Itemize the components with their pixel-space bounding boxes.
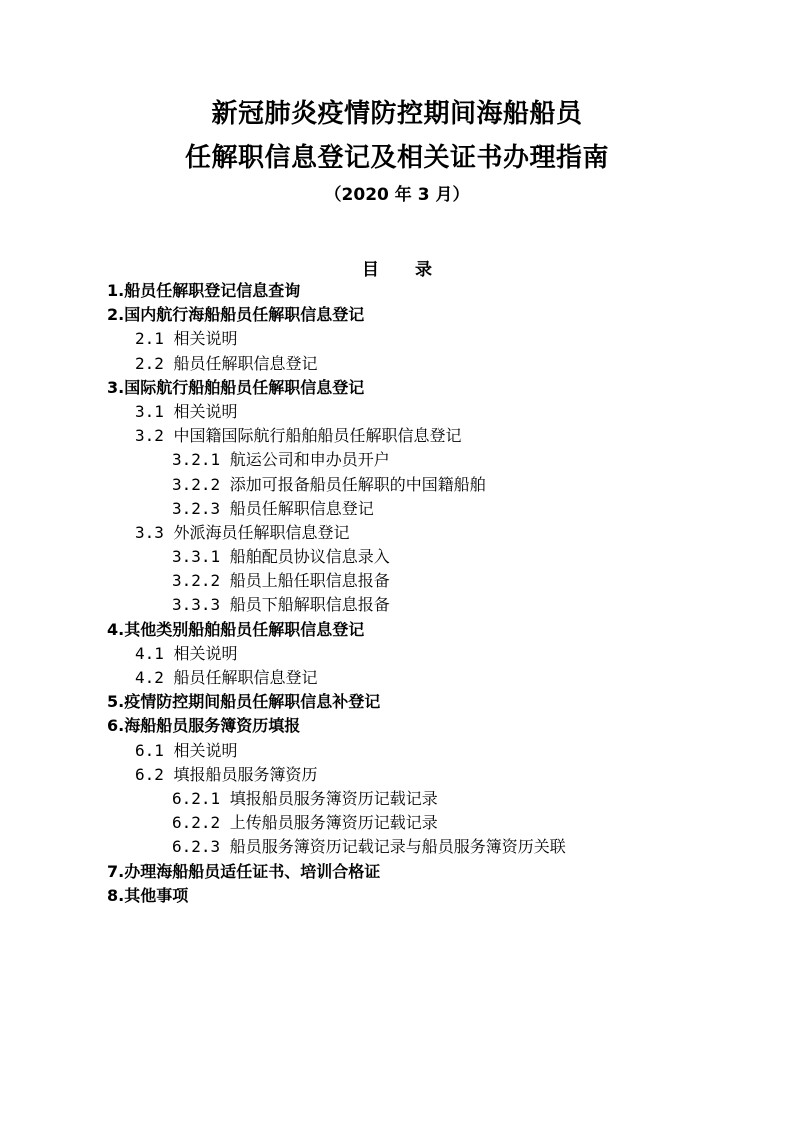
toc-subsection[interactable]: 2.2 船员任解职信息登记	[135, 353, 318, 373]
toc-subsubsection[interactable]: 3.2.3 船员任解职信息登记	[172, 498, 374, 518]
toc-subsection[interactable]: 4.2 船员任解职信息登记	[135, 668, 318, 687]
toc-section[interactable]: 7.办理海船船员适任证书、培训合格证	[107, 861, 381, 881]
toc-section[interactable]: 1.船员任解职登记信息查询	[107, 281, 301, 300]
toc-subsubsection[interactable]: 6.2.2 上传船员服务簿资历记载记录	[172, 813, 438, 833]
toc-section[interactable]: 5.疫情防控期间船员任解职信息补登记	[107, 692, 381, 712]
document-title-line-1: 新冠肺炎疫情防控期间海船船员	[211, 99, 583, 129]
toc-subsection[interactable]: 6.1 相关说明	[135, 740, 238, 760]
toc-section[interactable]: 3.国际航行船舶船员任解职信息登记	[107, 377, 365, 397]
toc-subsection[interactable]: 3.3 外派海员任解职信息登记	[135, 522, 350, 542]
toc-subsection[interactable]: 4.1 相关说明	[135, 643, 238, 663]
toc-section[interactable]: 4.其他类别船舶船员任解职信息登记	[107, 619, 365, 639]
toc-section[interactable]: 6.海船船员服务簿资历填报	[107, 716, 301, 736]
toc-subsubsection[interactable]: 3.3.1 船舶配员协议信息录入	[172, 547, 390, 567]
toc-subsubsection[interactable]: 6.2.3 船员服务簿资历记载记录与船员服务簿资历关联	[172, 837, 566, 857]
toc-subsubsection[interactable]: 3.2.2 添加可报备船员任解职的中国籍船舶	[172, 474, 486, 494]
toc-subsubsection[interactable]: 6.2.1 填报船员服务簿资历记载记录	[172, 788, 438, 808]
toc-subsubsection[interactable]: 3.2.1 航运公司和申办员开户	[172, 450, 390, 470]
document-title-line-2: 任解职信息登记及相关证书办理指南	[184, 143, 609, 173]
toc-subsubsection[interactable]: 3.3.3 船员下船解职信息报备	[172, 595, 390, 615]
toc-subsection[interactable]: 2.1 相关说明	[135, 329, 238, 349]
table-of-contents	[107, 279, 747, 908]
document-date: （2020 年 3 月）	[324, 185, 470, 205]
toc-heading: 目录	[362, 260, 468, 280]
toc-section[interactable]: 8.其他事项	[107, 885, 189, 905]
toc-subsection[interactable]: 3.1 相关说明	[135, 401, 238, 421]
toc-subsection[interactable]: 3.2 中国籍国际航行船舶船员任解职信息登记	[135, 426, 462, 446]
toc-section[interactable]: 2.国内航行海船船员任解职信息登记	[107, 305, 365, 325]
toc-subsubsection[interactable]: 3.2.2 船员上船任职信息报备	[172, 571, 390, 591]
toc-subsection[interactable]: 6.2 填报船员服务簿资历	[135, 764, 318, 784]
